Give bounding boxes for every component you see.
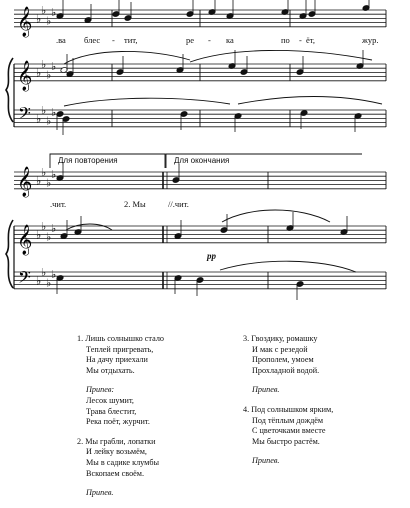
flat-icon: ♭ [36, 112, 42, 126]
brace-icon [6, 58, 13, 122]
slur [64, 51, 190, 64]
lyric-syllable: - [112, 35, 115, 45]
verse-line: Мы отдыхать. [86, 365, 135, 375]
lyric-syllable: - [299, 35, 302, 45]
lyric-syllable: - [208, 35, 211, 45]
flat-icon: ♭ [46, 276, 52, 290]
flat-icon: ♭ [51, 6, 57, 20]
flat-icon: ♭ [36, 174, 42, 188]
verse-line: Под тёплым дождём [252, 415, 324, 425]
verse-line: Теплей пригревать, [86, 344, 154, 354]
lyric-syllable: по [281, 35, 290, 45]
flat-icon: ♭ [41, 166, 47, 179]
dynamic-marking: pp [207, 251, 216, 261]
flat-icon: ♭ [46, 68, 52, 82]
verses-right-column [243, 334, 333, 476]
lyric-syllable: 2. Мы [124, 199, 146, 209]
slur [190, 50, 372, 62]
staff-lines [14, 10, 386, 289]
slur [220, 261, 356, 272]
lyric-syllable: тит, [124, 35, 138, 45]
verse-line: И лейку возьмём, [86, 447, 147, 457]
verse-line: Вскопаем своём. [86, 468, 145, 478]
volta-2-label: Для окончания [174, 156, 230, 165]
flat-icon: ♭ [51, 222, 57, 236]
treble-clef-icon: 𝄞 [17, 167, 33, 197]
refrain-title: Припев: [86, 385, 115, 395]
flat-icon: ♭ [46, 114, 52, 128]
slur [64, 98, 230, 106]
flat-icon: ♭ [36, 12, 42, 26]
treble-clef-icon: 𝄞 [17, 7, 33, 37]
verse-4 [243, 405, 333, 447]
refrain-ref [77, 488, 164, 499]
flat-icon: ♭ [36, 228, 42, 242]
bass-clef-icon: 𝄢 [18, 267, 31, 291]
verse-line: Прополем, умоем [252, 355, 314, 365]
refrain-ref [243, 456, 333, 467]
flat-icon: ♭ [41, 220, 47, 233]
verse-line: Мы быстро растём. [252, 436, 320, 446]
verse-line: Мы в садике клумбы [86, 457, 160, 467]
verse-line: 3. Гвоздику, ромашку [243, 334, 318, 343]
refrain-line: Река поёт, журчит. [86, 417, 150, 427]
verse-line: Прохладной водой. [252, 365, 320, 375]
lyric-syllable: ре [186, 35, 195, 45]
flat-icon: ♭ [41, 58, 47, 71]
verse-line: 4. Под солнышком ярким, [243, 404, 334, 414]
flat-icon: ♭ [51, 106, 57, 120]
flat-icon: ♭ [51, 60, 57, 74]
flat-icon: ♭ [51, 168, 57, 182]
lyric-syllable: жур. [362, 35, 379, 45]
lyric-syllable: .чит. [50, 199, 67, 209]
refrain-ref [243, 385, 333, 396]
flat-icon: ♭ [46, 14, 52, 28]
verses-section [0, 334, 410, 498]
noteheads [36, 0, 370, 300]
flat-icon: ♭ [36, 66, 42, 80]
verse-line: 1. Лишь солнышко стало [77, 334, 164, 343]
verses-left-column [77, 334, 164, 508]
flat-icon: ♭ [46, 230, 52, 244]
verse-1 [77, 334, 164, 376]
verse-line: На дачу приехали [86, 355, 148, 365]
flat-icon: ♭ [41, 266, 47, 279]
flat-icon: ♭ [41, 104, 47, 117]
refrain-1 [77, 385, 164, 427]
lyrics-line-1 [56, 35, 379, 45]
verse-line: И мак с резедой [252, 344, 308, 354]
volta-1-label: Для повторения [58, 156, 118, 165]
refrain-title: Припев. [252, 456, 280, 466]
verse-line: 2. Мы грабли, лопатки [77, 436, 156, 446]
brace-icon [6, 220, 13, 288]
slur [222, 210, 330, 222]
verse-line: С цветочками вместе [252, 426, 326, 436]
lyric-syllable: //.чит. [168, 199, 189, 209]
lyric-syllable: ёт, [306, 35, 315, 45]
lyric-syllable: ка [226, 35, 234, 45]
refrain-title: Припев. [252, 385, 280, 395]
flat-icon: ♭ [41, 4, 47, 17]
slur [66, 224, 112, 230]
verse-3 [243, 334, 333, 376]
bass-clef-icon: 𝄢 [18, 103, 31, 127]
lyric-syllable: .ва [56, 35, 66, 45]
flat-icon: ♭ [46, 176, 52, 190]
flat-icon: ♭ [36, 274, 42, 288]
refrain-line: Трава блестит, [86, 406, 137, 416]
refrain-title: Припев. [86, 488, 114, 498]
refrain-line: Лесок шумит, [86, 395, 134, 405]
slur [238, 97, 382, 105]
lyric-syllable: блес [84, 35, 101, 45]
treble-clef-icon: 𝄞 [17, 225, 33, 255]
treble-clef-icon: 𝄞 [17, 61, 33, 91]
flat-icon: ♭ [51, 268, 57, 282]
verse-2 [77, 437, 164, 479]
